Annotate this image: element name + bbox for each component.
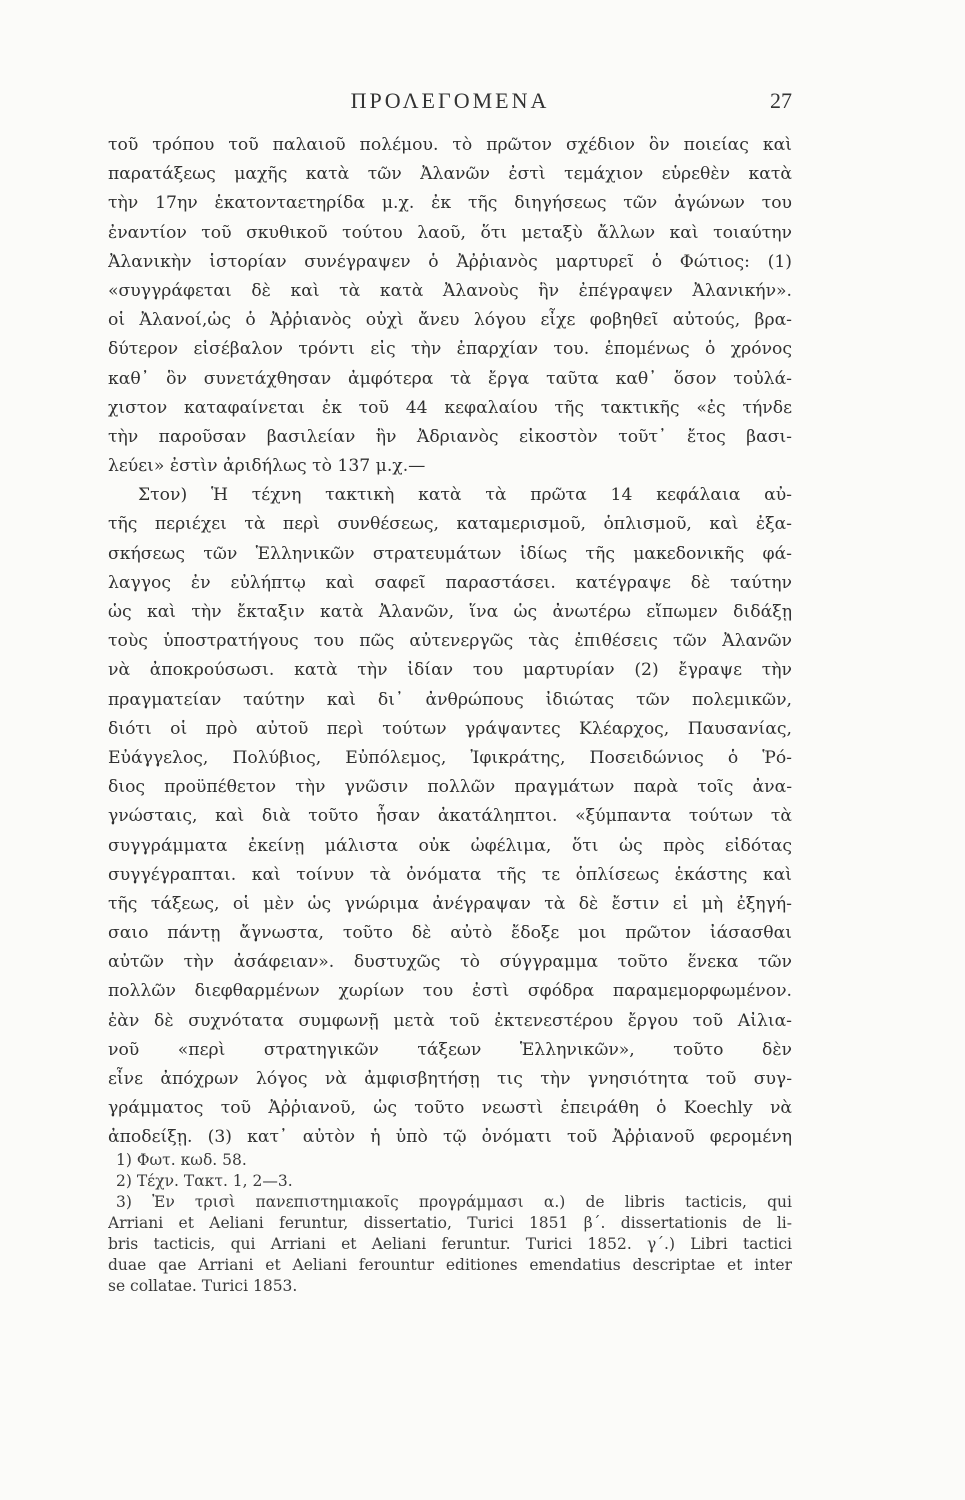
text-line: νοῦ «περὶ στρατηγικῶν τάξεων Ἑλληνικῶν», τοῦτο δὲν	[108, 1039, 792, 1060]
text-line: Στον) Ἡ τέχνη τακτικὴ κατὰ τὰ πρῶτα 14 κεφάλαια αὐ-	[138, 485, 792, 506]
text-line: λαγγος ἐν εὐλήπτῳ καὶ σαφεῖ παραστάσει. κατέγραψε δὲ ταύτην	[108, 572, 792, 593]
footnote-1: 1) Φωτ. κωδ. 58.	[116, 1151, 247, 1169]
footnote-3-continuation: duae qae Arriani et Aeliani ferountur editiones emendatius descriptae et inter	[108, 1256, 792, 1274]
text-line: σαιο πάντῃ ἄγνωστα, τοῦτο δὲ αὐτὸ ἔδοξε μοι πρῶτον ἰάσασθαι	[108, 923, 792, 944]
main-text	[108, 131, 792, 1153]
text-line: πολλῶν διεφθαρμένων χωρίων του ἐστὶ σφόδρα παραμεμορφωμένον.	[108, 981, 792, 1002]
text-line: σκήσεως τῶν Ἑλληνικῶν στρατευμάτων ἰδίως τῆς μακεδονικῆς φά-	[108, 543, 792, 564]
text-line: τὴν 17ην ἑκατονταετηρίδα μ.χ. ἐκ τῆς διηγήσεως τῶν ἀγώνων του	[108, 193, 792, 214]
text-line: τοὺς ὑποστρατήγους του πῶς αὐτενεργῶς τὰς ἐπιθέσεις τῶν Ἀλανῶν	[108, 631, 792, 652]
text-line: διότι οἱ πρὸ αὐτοῦ περὶ τούτων γράψαντες Κλέαρχος, Παυσανίας,	[108, 718, 792, 739]
text-line: συγγέγραπται. καὶ τοίνυν τὰ ὀνόματα τῆς τε ὁπλίσεως ἑκάστης καὶ	[108, 864, 792, 885]
text-line: γνώσταις, καὶ διὰ τοῦτο ἦσαν ἀκατάληπτοι. «ξύμπαντα τούτων τὰ	[108, 806, 792, 827]
text-line: χιστον καταφαίνεται ἐκ τοῦ 44 κεφαλαίου τῆς τακτικῆς «ἐς τήνδε	[108, 397, 792, 418]
text-line: τῆς περιέχει τὰ περὶ συνθέσεως, καταμερισμοῦ, ὁπλισμοῦ, καὶ ἐξα-	[108, 514, 792, 535]
text-line: οἱ Ἀλανοί,ὡς ὁ Ἀῤῥιανὸς οὐχὶ ἄνευ λόγου εἶχε φοβηθεῖ αὐτούς, βρα-	[108, 310, 792, 331]
footnote-3: 3) Ἐν τρισὶ πανεπιστημιακοῖς προγράμμασι α.) de libris tacticis, qui	[116, 1193, 792, 1211]
text-line: «συγγράφεται δὲ καὶ τὰ κατὰ Ἀλανοὺς ἣν ἐπέγραψεν Ἀλανικήν».	[108, 280, 792, 301]
text-line: πραγματείαν ταύτην καὶ δι᾿ ἀνθρώπους ἰδιώτας τῶν πολεμικῶν,	[108, 689, 792, 710]
text-line: αὐτῶν τὴν ἀσάφειαν». δυστυχῶς τὸ σύγγραμμα τοῦτο ἕνεκα τῶν	[108, 952, 792, 973]
running-title: ΠΡΟΛΕΓΟΜΕΝΑ	[350, 88, 550, 113]
text-line: καθ᾿ ὃν συνετάχθησαν ἀμφότερα τὰ ἔργα ταῦτα καθ᾿ ὅσον τοὐλά-	[108, 368, 792, 389]
footnotes	[108, 1150, 792, 1297]
page-header	[108, 88, 792, 118]
footnote-2: 2) Τέχν. Τακτ. 1, 2—3.	[116, 1172, 293, 1190]
text-line: ἀποδείξῃ. (3) κατ᾿ αὐτὸν ἡ ὑπὸ τῷ ὀνόματι τοῦ Ἀῤῥιανοῦ φερομένη	[108, 1127, 792, 1148]
footnote-3-continuation: se collatae. Turici 1853.	[108, 1277, 298, 1295]
text-line: ὡς καὶ τὴν ἔκταξιν κατὰ Ἀλανῶν, ἵνα ὡς ἀνωτέρω εἴπωμεν διδάξῃ	[108, 602, 792, 622]
text-line: γράμματος τοῦ Ἀῤῥιανοῦ, ὡς τοῦτο νεωστὶ ἐπειράθη ὁ Koechly νὰ	[108, 1098, 792, 1119]
footnote-3-continuation: bris tacticis, qui Arriani et Aeliani feruntur. Turici 1852. γ΄.) Libri tactici	[108, 1235, 792, 1253]
text-line: διος προϋπέθετον τὴν γνῶσιν πολλῶν πραγμάτων παρὰ τοῖς ἀνα-	[108, 777, 792, 798]
text-line: ἐναντίον τοῦ σκυθικοῦ τούτου λαοῦ, ὅτι μεταξὺ ἄλλων καὶ τοιαύτην	[108, 222, 792, 243]
text-line: νὰ ἀποκρούσωσι. κατὰ τὴν ἰδίαν του μαρτυρίαν (2) ἔγραψε τὴν	[108, 660, 792, 681]
text-line: Εὐάγγελος, Πολύβιος, Εὐπόλεμος, Ἰφικράτης, Ποσειδώνιος ὁ Ῥό-	[108, 747, 792, 768]
text-line: λεύει» ἐστὶν ἀριδήλως τὸ 137 μ.χ.—	[108, 456, 426, 477]
text-line: συγγράμματα ἐκείνῃ μάλιστα οὐκ ὠφέλιμα, ὅτι ὡς πρὸς εἰδότας	[108, 835, 792, 856]
text-line: τῆς τάξεως, οἱ μὲν ὡς γνώριμα ἀνέγραψαν τὰ δὲ ἔστιν εἰ μὴ ἐξηγή-	[108, 893, 792, 914]
text-line: τοῦ τρόπου τοῦ παλαιοῦ πολέμου. τὸ πρῶτον σχέδιον ὃν ποιείας καὶ	[108, 135, 792, 155]
text-line: δύτερον εἰσέβαλον τρόντι εἰς τὴν ἐπαρχίαν του. ἑπομένως ὁ χρόνος	[108, 339, 792, 360]
text-line: παρατάξεως μαχῆς κατὰ τῶν Ἀλανῶν ἐστὶ τεμάχιον εὑρεθὲν κατὰ	[108, 164, 792, 185]
text-line: εἶνε ἀπόχρων λόγος νὰ ἀμφισβητήσῃ τις τὴν γνησιότητα τοῦ συγ-	[108, 1069, 792, 1089]
footnote-3-continuation: Arriani et Aeliani feruntur, dissertatio, Turici 1851 β΄. dissertationis de li-	[108, 1214, 792, 1232]
text-line: τὴν παροῦσαν βασιλείαν ἣν Ἀδριανὸς εἰκοστὸν τοῦτ᾿ ἔτος βασι-	[108, 426, 792, 447]
page-number: 27	[770, 88, 792, 113]
text-line: Ἀλανικὴν ἱστορίαν συνέγραψεν ὁ Ἀῤῥιανὸς μαρτυρεῖ ὁ Φώτιος: (1)	[108, 251, 792, 272]
text-line: ἐὰν δὲ συχνότατα συμφωνῇ μετὰ τοῦ ἐκτενεστέρου ἔργου τοῦ Αἰλια-	[108, 1010, 792, 1031]
